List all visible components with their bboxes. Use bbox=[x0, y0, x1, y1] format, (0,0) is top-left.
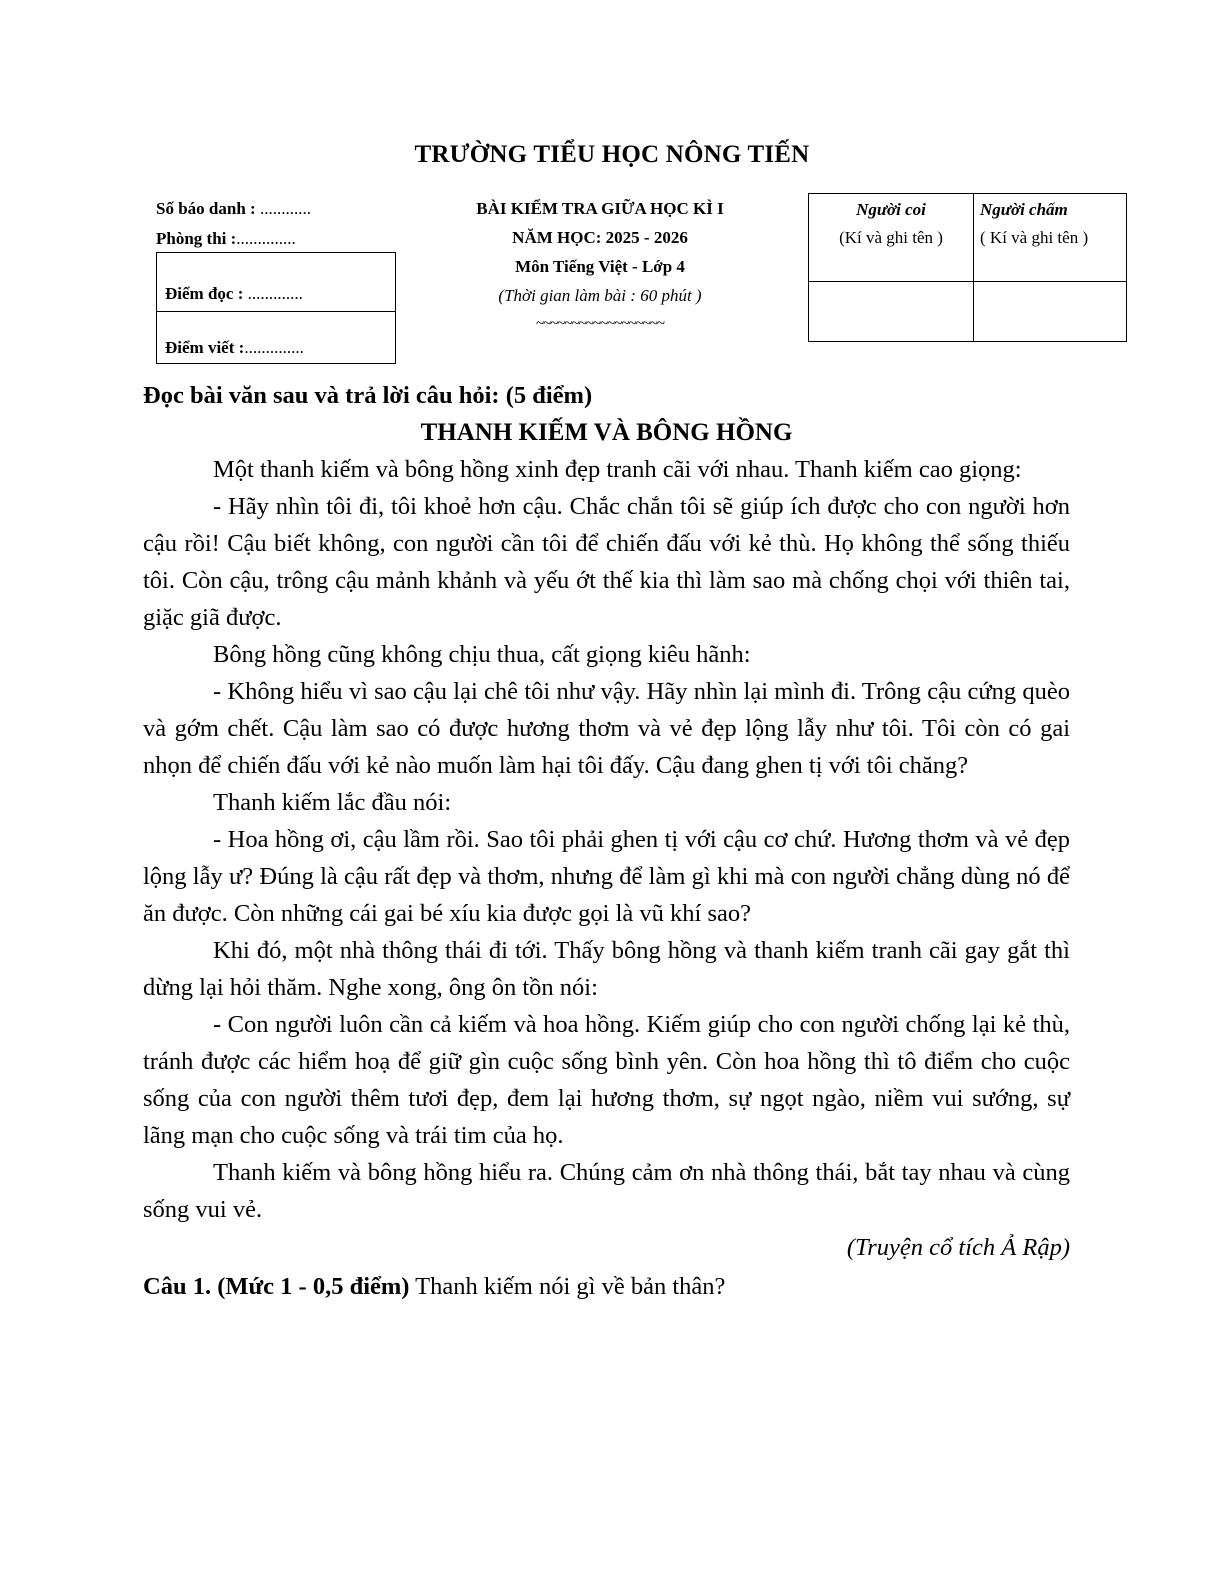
invigilator-note: (Kí và ghi tên ) bbox=[839, 228, 943, 247]
question-1 bbox=[143, 1268, 1070, 1305]
story-title: THANH KIẾM VÀ BÔNG HỒNG bbox=[420, 419, 793, 446]
header-separator: ~~~~~~~~~~~~~~~~~~ bbox=[535, 316, 665, 332]
grader-signature-cell[interactable] bbox=[974, 282, 1127, 342]
signature-table bbox=[808, 193, 1127, 342]
writing-score-label: Điểm viết : bbox=[165, 338, 245, 357]
story-paragraph: Thanh kiếm và bông hồng hiểu ra. Chúng cảm ơn nhà thông thái, bắt tay nhau và cùng sống vui vẻ. bbox=[143, 1159, 1070, 1223]
story-paragraph: Một thanh kiếm và bông hồng xinh đẹp tranh cãi với nhau. Thanh kiếm cao giọng: bbox=[213, 456, 1022, 483]
candidate-number-line bbox=[156, 194, 311, 224]
grader-cell bbox=[974, 194, 1127, 282]
candidate-number-field: ............ bbox=[259, 199, 311, 218]
school-title: TRƯỜNG TIỂU HỌC NÔNG TIẾN bbox=[414, 141, 810, 168]
subject: Môn Tiếng Việt - Lớp 4 bbox=[515, 257, 685, 276]
grader-title: Người chấm bbox=[980, 200, 1068, 219]
score-divider bbox=[157, 311, 395, 312]
reading-score-field: ............. bbox=[243, 284, 303, 303]
invigilator-title: Người coi bbox=[856, 200, 926, 219]
grader-note: ( Kí và ghi tên ) bbox=[980, 228, 1089, 247]
story-paragraph: - Con người luôn cần cả kiếm và hoa hồng. Kiếm giúp cho con người chống lại kẻ thù, tránh được các hiểm hoạ để giữ gìn cuộc sống bình yên. Còn hoa hồng thì tô điểm cho cuộc sống của con người thêm tươi đẹp, đem lại hương thơm, sự ngọt ngào, niềm vui sướng, sự lãng mạn cho cuộc sống và trái tim của họ. bbox=[143, 1011, 1070, 1149]
question-1-label: Câu 1. (Mức 1 - 0,5 điểm) bbox=[143, 1273, 410, 1300]
invigilator-signature-cell[interactable] bbox=[809, 282, 974, 342]
score-box bbox=[156, 252, 396, 364]
duration: (Thời gian làm bài : 60 phút ) bbox=[498, 286, 702, 305]
invigilator-cell bbox=[809, 194, 974, 282]
story-paragraph: - Hoa hồng ơi, cậu lầm rồi. Sao tôi phải ghen tị với cậu cơ chứ. Hương thơm và vẻ đẹp lộng lẫy ư? Đúng là cậu rất đẹp và thơm, nhưng để làm gì khi mà con người chẳng dùng nó để ăn được. Còn những cái gai bé xíu kia được gọi là vũ khí sao? bbox=[143, 826, 1070, 927]
question-1-text: Thanh kiếm nói gì về bản thân? bbox=[409, 1273, 726, 1300]
story-paragraph: Thanh kiếm lắc đầu nói: bbox=[213, 789, 452, 816]
room-field: .............. bbox=[236, 229, 296, 248]
room-label: Phòng thi : bbox=[156, 229, 237, 248]
story-paragraph: Khi đó, một nhà thông thái đi tới. Thấy bông hồng và thanh kiếm tranh cãi gay gắt thì dừng lại hỏi thăm. Nghe xong, ông ôn tồn nói: bbox=[143, 937, 1070, 1001]
story-paragraph: - Hãy nhìn tôi đi, tôi khoẻ hơn cậu. Chắc chắn tôi sẽ giúp ích được cho con người hơn cậu rồi! Cậu biết không, con người cần tôi để chiến đấu với kẻ thù. Họ không thể sống thiếu tôi. Còn cậu, trông cậu mảnh khảnh và yếu ớt thế kia thì làm sao mà chống chọi với thiên tai, giặc giã được. bbox=[143, 493, 1070, 631]
school-year: NĂM HỌC: 2025 - 2026 bbox=[512, 228, 688, 247]
exam-header bbox=[400, 194, 800, 339]
writing-score-line bbox=[165, 338, 304, 358]
writing-score-field: .............. bbox=[244, 338, 304, 357]
candidate-info bbox=[156, 194, 311, 254]
reading-score-label: Điểm đọc : bbox=[165, 284, 244, 303]
room-line bbox=[156, 224, 311, 254]
reading-section bbox=[143, 377, 1070, 1305]
instruction: Đọc bài văn sau và trả lời câu hỏi: (5 điểm) bbox=[143, 382, 593, 409]
story-paragraph: Bông hồng cũng không chịu thua, cất giọng kiêu hãnh: bbox=[213, 641, 751, 668]
candidate-number-label: Số báo danh : bbox=[156, 199, 256, 218]
exam-title: BÀI KIỂM TRA GIỮA HỌC KÌ I bbox=[476, 199, 724, 218]
story-source: (Truyện cổ tích Ả Rập) bbox=[846, 1234, 1070, 1261]
reading-score-line bbox=[165, 284, 303, 304]
story-paragraph: - Không hiểu vì sao cậu lại chê tôi như vậy. Hãy nhìn lại mình đi. Trông cậu cứng quèo và gớm chết. Cậu làm sao có được hương thơm và vẻ đẹp lộng lẫy như tôi. Tôi còn có gai nhọn để chiến đấu với kẻ nào muốn làm hại tôi đấy. Cậu đang ghen tị với tôi chăng? bbox=[143, 678, 1070, 779]
